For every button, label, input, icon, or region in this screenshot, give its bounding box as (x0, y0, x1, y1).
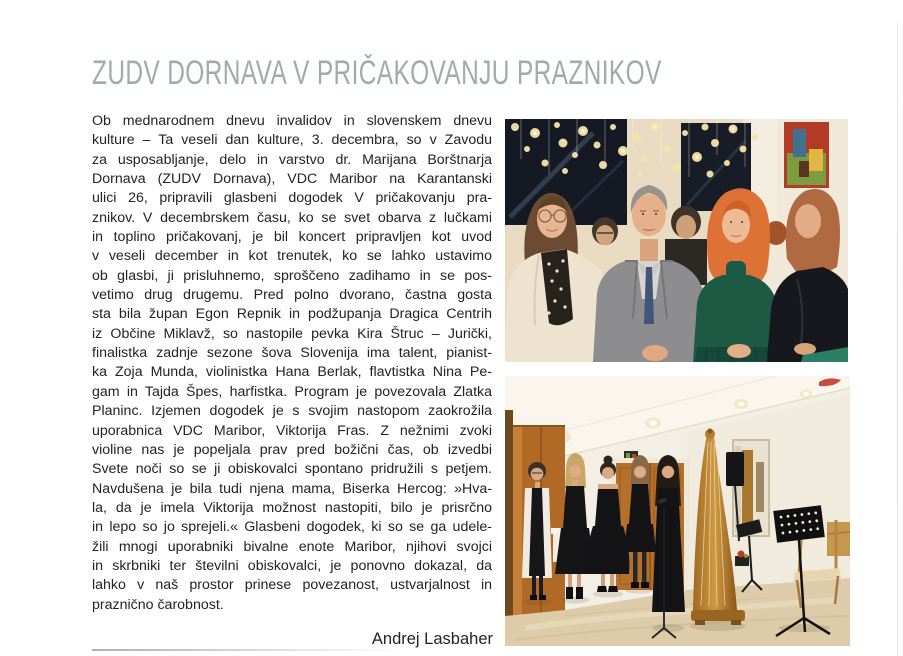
article-line: v veseli december in kot trenutek, ko se lahko ustavimo (92, 248, 492, 265)
article-line: finalistka zadnje sezone šova Slovenija ima talent, pianist- (92, 345, 492, 362)
performers-harp-illustration (505, 376, 850, 646)
article-line: Dornava (ZUDV Dornava), VDC Maribor na Karantanski (92, 171, 492, 188)
concert-audience-illustration (505, 119, 848, 362)
article-line: praznično čarobnost. (92, 596, 224, 613)
page-bottom-rule (92, 649, 402, 651)
article-line: Svete noči so se ji obiskovalci spontano pridružili s petjem. (92, 461, 492, 478)
photo-concert-audience (505, 119, 848, 362)
article-line: uporabnica VDC Maribor, Viktorija Fras. Z nežnimi zvoki (92, 422, 492, 439)
article-line: in skrbniki ter številni obiskovalci, je ponovno dokazal, da (92, 557, 492, 574)
article-line: Ob mednarodnem dnevu invalidov in slovenskem dnevu (92, 113, 492, 129)
article-line: ka Zoja Munda, violinistka Hana Berlak, flavtistka Nina Pe- (92, 364, 492, 381)
article-line: Navdušena je bila tudi njena mama, Biserka Hercog: »Hva- (92, 480, 492, 497)
scan-edge-artifact (897, 22, 899, 656)
article-line: iz Občine Miklavž, so nastopile pevka Kira Štruc – Jurički, (92, 325, 492, 342)
article-line: la, da je imela Viktorija možnost nastopiti, bilo je prisrčno (92, 499, 492, 516)
article-line: za usposabljanje, delo in varstvo dr. Marijana Borštnarja (92, 151, 492, 168)
author-byline: Andrej Lasbaher (371, 630, 493, 648)
article-line: znikov. V decembrskem času, ko se svet obarva z lučkami (92, 209, 492, 226)
article-line: in lepo so jo sprejeli.« Glasbeni dogodek, ki so se ga udele- (92, 519, 492, 536)
photo-performers-harp (505, 376, 850, 646)
article-body (92, 112, 492, 615)
article-line: sta bila župan Egon Repnik in podžupanja Dragica Centrih (92, 306, 492, 323)
article-line: žili mnogi uporabniki bivalne enote Maribor, njihovi svojci (92, 538, 492, 555)
article-line: Planinc. Izjemen dogodek je s svojim nastopom zaokrožila (92, 403, 492, 420)
article-line: ob glasbi, ji prisluhnemo, sproščeno zadihamo in se pos- (92, 267, 492, 284)
article-line: gam in Tajda Špes, harfistka. Program je povezovala Zlatka (92, 383, 492, 400)
article-line: kulture – Ta veseli dan kulture, 3. decembra, so v Zavodu (92, 132, 492, 149)
article-line: vetimo drug drugemu. Pred polno dvorano, častna gosta (92, 287, 492, 304)
painting-on-wall (784, 122, 829, 188)
article-line: lahko v naš prostor prinese povezanost, ustvarjalnost in (92, 577, 492, 594)
page-title: ZUDV DORNAVA V PRIČAKOVANJU PRAZNIKOV (92, 54, 662, 92)
article-line: ulici 26, pripravili glasbeni dogodek V pričakovanju pra- (92, 190, 492, 207)
sideboard (827, 522, 850, 556)
article-line: violine nas je popeljala prav pred božični čas, ob izvedbi (92, 441, 492, 458)
article-line: in toplino pričakovanj, je bil koncert pripravljen kot uvod (92, 229, 492, 246)
